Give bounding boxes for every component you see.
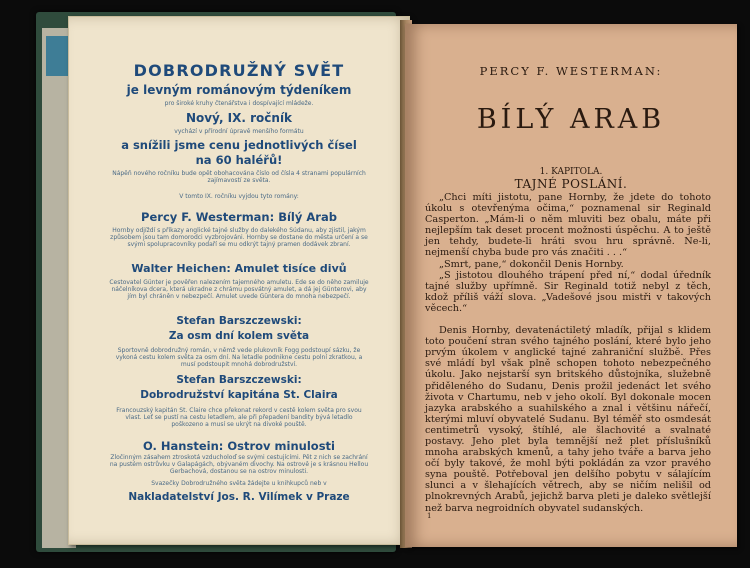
chapter-number: 1. KAPITOLA.: [539, 167, 603, 177]
book-author: PERCY F. WESTERMAN:: [479, 64, 663, 78]
paragraph: „Chci míti jistotu, pane Hornby, že jdete do tohoto úkolu s otevřenýma očima,“ poznamenal sir Reginald Casperton. „Mám-li o něm mluviti bez obalu, máte při nejlepším tak deset procent možnosti úspěchu. A to ještě jen tehdy, budete-li hráti svou hru správně. Ne-li, nejmenší chyba bude pro vás značiti . . .“: [425, 192, 711, 259]
ad-book-title: O. Hanstein: Ostrov minulosti: [143, 439, 335, 453]
ad-publisher: Nakladatelství Jos. R. Vilímek v Praze: [128, 491, 350, 503]
ad-book-desc: Zločinným zásahem ztroskotá vzducholoď se svými cestujícími. Pět z nich se zachrání na pustém ostrůvku v Galapágách, obývaném divochy. Na ostrově je s krásnou Hellou Gerbachová, dostanou se na ostrov minulosti.: [109, 454, 369, 475]
ad-volume-note: vychází v přírodní úpravě menšího formátu: [174, 128, 304, 135]
ad-subheading: je levným románovým týdeníkem: [126, 83, 352, 97]
ad-volume: Nový, IX. ročník: [185, 111, 293, 125]
ad-book-desc: Cestovatel Günter je pověřen nalezením tajemného amuletu. Ede se do něho zamiluje náčelníkova dcera, která ukradne z chrámu posvátný amulet, a dá jej Günterovi, aby jím byl chráněn v nebezpečí. Amulet uvede Güntera do mnoha nebezpečí.: [109, 279, 369, 300]
ad-book-title: Stefan Barszczewski: Dobrodružství kapitána St. Claira: [140, 374, 338, 401]
paragraph: „Smrt, pane,“ dokončil Denis Hornby.: [439, 258, 624, 270]
ad-footer-note: Svazečky Dobrodružného světa žádejte u knihkupců neb v: [151, 480, 327, 487]
page-number: 1: [427, 512, 432, 520]
ad-book-title: Percy F. Westerman: Bílý Arab: [141, 210, 337, 224]
ad-price-note: Nápěň nového ročníku bude opět obohacována číslo od čísla 4 stranami populárních zajímavostí ze světa.: [112, 170, 366, 184]
ad-tagline: pro široké kruhy čtenářstva i dospívající mládeže.: [164, 100, 314, 107]
ad-series-intro: V tomto IX. ročníku vyjdou tyto romány:: [179, 193, 299, 200]
ad-book-desc: Hornby odjíždí s příkazy anglické tajné služby do dalekého Súdanu, aby zjistil, jakým způsobem jsou tam domorodci vyzbrojováni. Hornby se dostane do města určení a se svými spolupracovníky podaří se mu odkrýt tajný pramen dodávek zbraní.: [110, 227, 368, 248]
left-page-advertisement: [68, 16, 410, 545]
paragraph: Denis Hornby, devatenáctiletý mladík, přijal s klidem toto poučení stran svého tajného poslání, které bylo jeho prvým úkolem v anglické tajné zahraniční službě. Přes své mládí byl však plně schopen tohoto nebezpečného úkolu. Jako nejstarší syn britského důstojníka, služebně přiděleného do Sudanu, Denis prožil jedenáct let svého života v Chartumu, neb v jeho okolí. Byl dokonale mocen jazyka arabského a suahilského a znal i většinu nářečí, kterými mluví obyvatelé Sudanu. Byl téměř sto osmdesát centimetrů vysoký, štíhlé, ale šlachovité a svalnaté postavy. Jeho plet byla temnější než plet příslušníků mnoha arabských kmenů, a tahy jeho tváře a barva jeho očí byly takové, že mohl býti pokládán za vzor pravého syna pouště. Potřeboval jen delšího pobytu v sálajícím slunci a v šlehajících větrech, aby se ničím nelišil od plnokrevných Arabů, jejichž barva pleti je daleko světlejší než barva negroidních obyvatel sudanských.: [425, 325, 711, 514]
paragraph: „S jistotou dlouhého trápení před ní,“ dodal úředník tajné služby upřímně. Sir Reginald totiž nebyl z těch, kdož příliš váží slova. „Vadešové jsou mistři v takových věcech.“: [425, 269, 711, 314]
ad-price-line2: na 60 haléřů!: [195, 153, 283, 167]
ad-book-title: Walter Heichen: Amulet tisíce divů: [131, 262, 347, 275]
right-page-text: [405, 24, 737, 547]
chapter-body: [425, 192, 711, 514]
ad-heading: DOBRODRUŽNÝ SVĚT: [133, 61, 345, 80]
ad-book-desc: Francouzský kapitán St. Claire chce překonat rekord v cestě kolem světa pro svou vlast. Leť se pustí na cestu letadlem, ale při přepadení bandity bývá letadlo poškozeno a musí se ukrýt na divoké pouště.: [116, 407, 362, 428]
book-title: BÍLÝ ARAB: [476, 104, 666, 135]
ad-book-title: Stefan Barszczewski: Za osm dní kolem světa: [168, 315, 310, 342]
ad-book-desc: Sportovně dobrodružný román, v němž vede plukovník Fogg podstoupí sázku, že vykoná cestu kolem světa za osm dní. Na letadle podnikne cestu polní zkratkou, a musí podstoupit mnohá dobrodružství.: [115, 347, 363, 368]
chapter-title: TAJNÉ POSLÁNÍ.: [514, 177, 628, 191]
ad-price-line1: a snížili jsme cenu jednotlivých čísel: [121, 138, 357, 152]
